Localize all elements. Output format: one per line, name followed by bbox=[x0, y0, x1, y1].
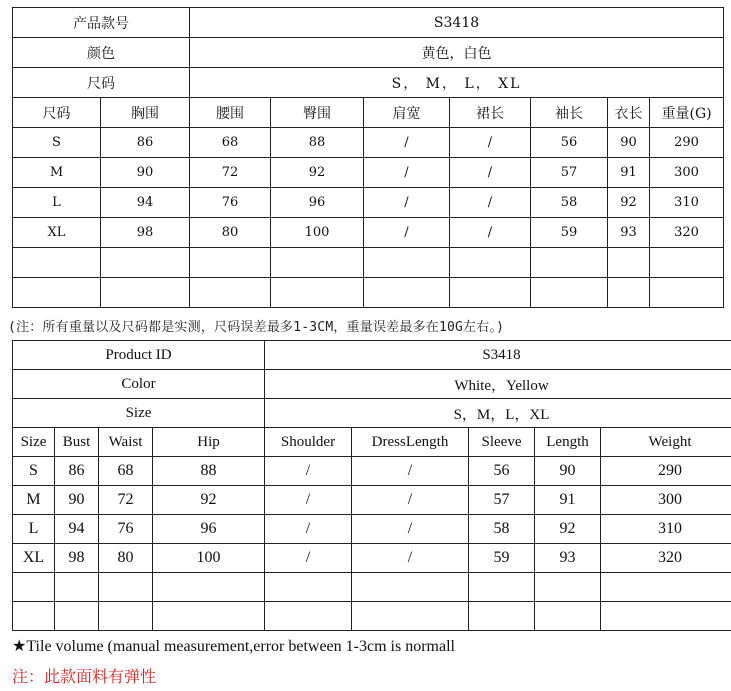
empty-cell bbox=[101, 248, 190, 278]
table-cell: 90 bbox=[608, 128, 650, 158]
empty-cell bbox=[650, 248, 724, 278]
table-cell: / bbox=[352, 544, 469, 573]
column-header: 胸围 bbox=[101, 98, 190, 128]
column-header: Size bbox=[13, 428, 55, 457]
table-cell: 94 bbox=[101, 188, 190, 218]
empty-cell bbox=[364, 278, 450, 308]
table-cell: 92 bbox=[535, 515, 601, 544]
column-header: Hip bbox=[153, 428, 265, 457]
table-cell: 90 bbox=[535, 457, 601, 486]
column-header-row bbox=[13, 98, 724, 128]
column-header-row bbox=[13, 428, 731, 457]
empty-cell bbox=[601, 573, 731, 602]
color-label: Color bbox=[13, 370, 265, 399]
column-header: Sleeve bbox=[469, 428, 535, 457]
table-cell: 58 bbox=[469, 515, 535, 544]
table-cell: M bbox=[13, 486, 55, 515]
table-cell: 59 bbox=[531, 218, 608, 248]
column-header: Length bbox=[535, 428, 601, 457]
table-cell: L bbox=[13, 515, 55, 544]
table-cell: 290 bbox=[650, 128, 724, 158]
table-cell: 96 bbox=[153, 515, 265, 544]
table-cell: / bbox=[265, 457, 352, 486]
product-id-label: 产品款号 bbox=[13, 8, 190, 38]
product-id-value: S3418 bbox=[265, 341, 731, 370]
empty-cell bbox=[13, 278, 101, 308]
table-row bbox=[13, 515, 731, 544]
table-cell: 86 bbox=[101, 128, 190, 158]
table-cell: 310 bbox=[650, 188, 724, 218]
table-cell: 100 bbox=[271, 218, 364, 248]
empty-cell bbox=[99, 602, 153, 631]
empty-cell bbox=[13, 573, 55, 602]
empty-cell bbox=[535, 573, 601, 602]
table-cell: / bbox=[364, 128, 450, 158]
size-chart-english bbox=[12, 340, 731, 631]
empty-cell bbox=[531, 248, 608, 278]
table-cell: 93 bbox=[535, 544, 601, 573]
column-header: 衣长 bbox=[608, 98, 650, 128]
table-cell: 56 bbox=[469, 457, 535, 486]
table-cell: 300 bbox=[601, 486, 731, 515]
empty-cell bbox=[153, 573, 265, 602]
table-cell: 310 bbox=[601, 515, 731, 544]
size-chart-chinese bbox=[12, 7, 724, 308]
empty-cell bbox=[608, 278, 650, 308]
empty-cell bbox=[469, 573, 535, 602]
table-cell: / bbox=[364, 158, 450, 188]
table-cell: 98 bbox=[101, 218, 190, 248]
empty-cell bbox=[450, 248, 531, 278]
table-row bbox=[13, 188, 724, 218]
table-row bbox=[13, 158, 724, 188]
measurement-note: (注：所有重量以及尺码都是实测，尺码误差最多1-3CM，重量误差最多在10G左右。) bbox=[8, 320, 505, 335]
size-value: S， M， L， XL bbox=[190, 68, 724, 98]
table-cell: XL bbox=[13, 544, 55, 573]
empty-cell bbox=[13, 248, 101, 278]
table-cell: 80 bbox=[99, 544, 153, 573]
empty-row bbox=[13, 602, 731, 631]
product-id-value: S3418 bbox=[190, 8, 724, 38]
empty-cell bbox=[364, 248, 450, 278]
table-cell: 56 bbox=[531, 128, 608, 158]
table-cell: 57 bbox=[469, 486, 535, 515]
table-cell: 320 bbox=[650, 218, 724, 248]
table-cell: 320 bbox=[601, 544, 731, 573]
table-cell: 76 bbox=[190, 188, 271, 218]
column-header: 重量(G) bbox=[650, 98, 724, 128]
table-cell: 100 bbox=[153, 544, 265, 573]
empty-cell bbox=[55, 602, 99, 631]
size-label: Size bbox=[13, 399, 265, 428]
color-label: 颜色 bbox=[13, 38, 190, 68]
empty-row bbox=[13, 573, 731, 602]
table-cell: / bbox=[352, 457, 469, 486]
table-cell: / bbox=[265, 544, 352, 573]
table-cell: 86 bbox=[55, 457, 99, 486]
empty-cell bbox=[101, 278, 190, 308]
empty-cell bbox=[153, 602, 265, 631]
table-cell: 68 bbox=[190, 128, 271, 158]
empty-row bbox=[13, 278, 724, 308]
table-cell: 80 bbox=[190, 218, 271, 248]
empty-cell bbox=[650, 278, 724, 308]
size-value: S，M，L，XL bbox=[265, 399, 731, 428]
table-cell: 92 bbox=[153, 486, 265, 515]
empty-cell bbox=[99, 573, 153, 602]
empty-cell bbox=[271, 248, 364, 278]
empty-cell bbox=[469, 602, 535, 631]
table-cell: 88 bbox=[271, 128, 364, 158]
table-cell: 92 bbox=[271, 158, 364, 188]
column-header: DressLength bbox=[352, 428, 469, 457]
table-cell: S bbox=[13, 457, 55, 486]
empty-cell bbox=[608, 248, 650, 278]
table-cell: / bbox=[450, 218, 531, 248]
color-value: White，Yellow bbox=[265, 370, 731, 399]
table-cell: M bbox=[13, 158, 101, 188]
table-cell: 88 bbox=[153, 457, 265, 486]
table-cell: 58 bbox=[531, 188, 608, 218]
empty-cell bbox=[535, 602, 601, 631]
table-cell: 93 bbox=[608, 218, 650, 248]
table-cell: 68 bbox=[99, 457, 153, 486]
table-cell: / bbox=[450, 188, 531, 218]
table-cell: / bbox=[352, 515, 469, 544]
elastic-fabric-note: 注：此款面料有弹性 bbox=[12, 667, 157, 686]
tile-volume-note: ★Tile volume (manual measurement,error between 1-3cm is normall bbox=[12, 638, 455, 655]
table-cell: / bbox=[450, 158, 531, 188]
empty-cell bbox=[190, 278, 271, 308]
empty-cell bbox=[13, 602, 55, 631]
empty-row bbox=[13, 248, 724, 278]
table-row bbox=[13, 544, 731, 573]
table-cell: 96 bbox=[271, 188, 364, 218]
column-header: Waist bbox=[99, 428, 153, 457]
empty-cell bbox=[55, 573, 99, 602]
column-header: Shoulder bbox=[265, 428, 352, 457]
table-row bbox=[13, 128, 724, 158]
table-row bbox=[13, 486, 731, 515]
table-cell: 90 bbox=[55, 486, 99, 515]
table-cell: / bbox=[364, 188, 450, 218]
table-cell: 91 bbox=[608, 158, 650, 188]
column-header: 袖长 bbox=[531, 98, 608, 128]
table-cell: 57 bbox=[531, 158, 608, 188]
empty-cell bbox=[531, 278, 608, 308]
empty-cell bbox=[190, 248, 271, 278]
table-cell: 59 bbox=[469, 544, 535, 573]
table-cell: 300 bbox=[650, 158, 724, 188]
empty-cell bbox=[265, 573, 352, 602]
column-header: 肩宽 bbox=[364, 98, 450, 128]
table-cell: 94 bbox=[55, 515, 99, 544]
table-cell: 72 bbox=[99, 486, 153, 515]
table-cell: S bbox=[13, 128, 101, 158]
empty-cell bbox=[271, 278, 364, 308]
column-header: Bust bbox=[55, 428, 99, 457]
table-cell: / bbox=[265, 515, 352, 544]
empty-cell bbox=[352, 602, 469, 631]
column-header: Weight bbox=[601, 428, 731, 457]
empty-cell bbox=[265, 602, 352, 631]
empty-cell bbox=[450, 278, 531, 308]
table-row bbox=[13, 218, 724, 248]
table-cell: XL bbox=[13, 218, 101, 248]
empty-cell bbox=[352, 573, 469, 602]
table-cell: 290 bbox=[601, 457, 731, 486]
table-cell: / bbox=[364, 218, 450, 248]
empty-cell bbox=[601, 602, 731, 631]
table-cell: L bbox=[13, 188, 101, 218]
column-header: 腰围 bbox=[190, 98, 271, 128]
table-cell: 98 bbox=[55, 544, 99, 573]
column-header: 臀围 bbox=[271, 98, 364, 128]
table-cell: 90 bbox=[101, 158, 190, 188]
table-cell: / bbox=[450, 128, 531, 158]
table-cell: / bbox=[265, 486, 352, 515]
table-cell: 72 bbox=[190, 158, 271, 188]
table-cell: / bbox=[352, 486, 469, 515]
product-id-label: Product ID bbox=[13, 341, 265, 370]
size-label: 尺码 bbox=[13, 68, 190, 98]
table-cell: 91 bbox=[535, 486, 601, 515]
table-cell: 92 bbox=[608, 188, 650, 218]
column-header: 尺码 bbox=[13, 98, 101, 128]
color-value: 黄色，白色 bbox=[190, 38, 724, 68]
table-cell: 76 bbox=[99, 515, 153, 544]
table-row bbox=[13, 457, 731, 486]
column-header: 裙长 bbox=[450, 98, 531, 128]
